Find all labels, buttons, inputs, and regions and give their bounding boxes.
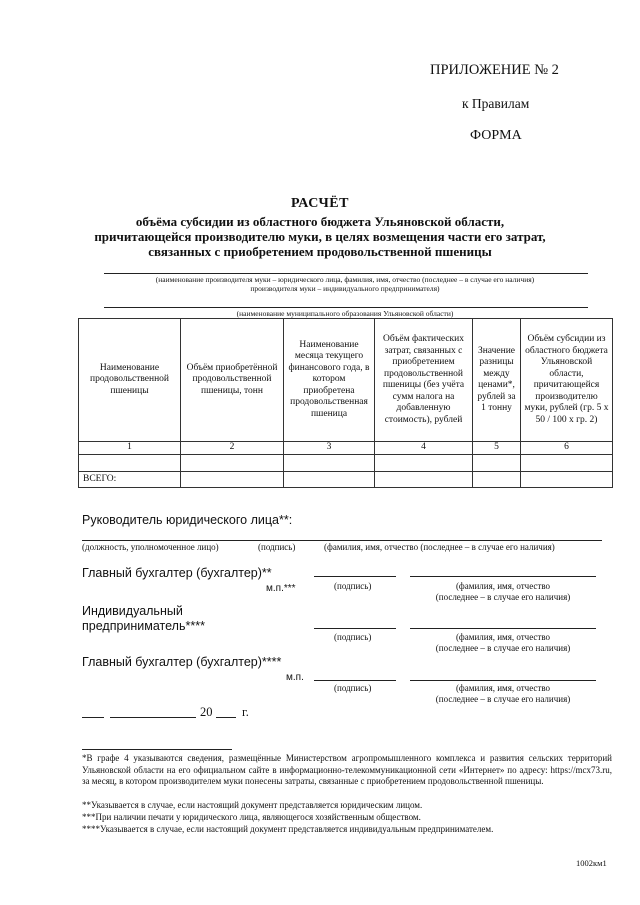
table-cell[interactable] [473, 455, 521, 472]
fio-caption: (последнее – в случае его наличия) [435, 643, 571, 653]
col-header-subsidy: Объём субсидии из областного бюджета Ульяновской области, причитающейся производителю муки, рублей (гр. 5 х 50 / 100 х гр. 2) [521, 319, 613, 442]
footnote-4: ****Указывается в случае, если настоящий документ представляется индивидуальным предпринимателем. [82, 824, 494, 834]
producer-caption-2: производителя муки – индивидуального предпринимателя) [250, 284, 440, 293]
fio-line[interactable] [410, 680, 596, 681]
fio-caption: (последнее – в случае его наличия) [435, 694, 571, 704]
col-header-month: Наименование месяца текущего финансового года, в котором приобретена продовольственная пшеница [284, 319, 375, 442]
table-cell[interactable] [521, 472, 613, 488]
date-year-prefix: 20 [200, 705, 213, 719]
column-number-row [79, 442, 613, 455]
fio-line[interactable] [410, 628, 596, 629]
total-row [79, 472, 613, 488]
total-label: ВСЕГО: [79, 472, 181, 488]
signature-line[interactable] [314, 576, 396, 577]
producer-caption-1: (наименование производителя муки – юридического лица, фамилия, имя, отчество (последнее – в случае его наличия) [155, 275, 535, 284]
signature-caption: (подпись) [258, 542, 296, 552]
table-row [79, 455, 613, 472]
column-number: 6 [521, 442, 613, 455]
footnote-3: ***При наличии печати у юридического лица, являющегося хозяйственным обществом. [82, 812, 421, 822]
title-line-3: связанных с приобретением продовольственной пшеницы [148, 244, 492, 259]
signature-line[interactable] [314, 680, 396, 681]
chief-accountant-label: Главный бухгалтер (бухгалтер)** [82, 566, 272, 580]
stamp-label: м.п. [286, 672, 304, 683]
col-header-wheat-volume: Объём приобретённой продовольственной пшеницы, тонн [181, 319, 284, 442]
appendix-heading: ПРИЛОЖЕНИЕ № 2 [430, 62, 559, 78]
page-code: 1002км1 [576, 858, 607, 868]
municipality-caption: (наименование муниципального образования Ульяновской области) [236, 309, 454, 318]
table-cell[interactable] [375, 472, 473, 488]
signature-line[interactable] [314, 628, 396, 629]
footnote-1: *В графе 4 указываются сведения, размещённые Министерством агропромышленного комплекса и развития сельских территорий Ульяновской области на его официальном сайте в информационно-телекоммуникационной сети «Интернет» по адресу: https://mcx73.ru, за месяц, в котором производителем муки понесены затраты, связанные с приобретением продовольственной пшеницы. [82, 753, 612, 786]
column-number: 4 [375, 442, 473, 455]
col-header-wheat-name: Наименование продовольственной пшеницы [79, 319, 181, 442]
date-year-line[interactable] [216, 717, 236, 718]
municipality-line [104, 307, 588, 308]
form-heading: ФОРМА [470, 128, 522, 143]
entrepreneur-label-2: предприниматель**** [82, 619, 205, 633]
table-header-row [79, 319, 613, 442]
signature-caption: (подпись) [334, 632, 372, 642]
head-signature-line[interactable] [82, 540, 602, 541]
signature-caption: (подпись) [334, 683, 372, 693]
date-suffix: г. [242, 705, 249, 719]
chief-accountant-label-2: Главный бухгалтер (бухгалтер)**** [82, 655, 282, 669]
date-month-line[interactable] [110, 717, 196, 718]
title-line-2: причитающейся производителю муки, в целях возмещения части его затрат, [94, 229, 546, 244]
position-caption: (должность, уполномоченное лицо) [82, 542, 219, 552]
column-number: 2 [181, 442, 284, 455]
calculation-table [78, 318, 613, 488]
fio-caption: (фамилия, имя, отчество [455, 632, 551, 642]
fio-caption: (последнее – в случае его наличия) [435, 592, 571, 602]
to-rules-heading: к Правилам [462, 96, 530, 111]
column-number: 1 [79, 442, 181, 455]
table-cell[interactable] [473, 472, 521, 488]
table-cell[interactable] [284, 455, 375, 472]
date-day-line[interactable] [82, 717, 104, 718]
signature-caption: (подпись) [334, 581, 372, 591]
entrepreneur-label-1: Индивидуальный [82, 604, 183, 618]
producer-name-line [104, 273, 588, 274]
fio-caption: (фамилия, имя, отчество (последнее – в случае его наличия) [324, 542, 555, 552]
stamp-label: м.п.*** [266, 583, 296, 594]
table-cell[interactable] [521, 455, 613, 472]
fio-caption: (фамилия, имя, отчество [455, 581, 551, 591]
table-cell[interactable] [284, 472, 375, 488]
table-cell[interactable] [375, 455, 473, 472]
fio-line[interactable] [410, 576, 596, 577]
footnote-divider [82, 749, 232, 750]
table-cell[interactable] [79, 455, 181, 472]
fio-caption: (фамилия, имя, отчество [455, 683, 551, 693]
col-header-costs: Объём фактических затрат, связанных с приобретением продовольственной пшеницы (без учёта сумм налога на добавленную стоимость), рублей [375, 319, 473, 442]
head-of-entity-label: Руководитель юридического лица**: [82, 513, 293, 527]
title-line-1: объёма субсидии из областного бюджета Ульяновской области, [135, 214, 505, 229]
footnote-2: **Указывается в случае, если настоящий документ представляется юридическим лицом. [82, 800, 423, 810]
column-number: 3 [284, 442, 375, 455]
document-title: РАСЧЁТ [291, 196, 349, 211]
column-number: 5 [473, 442, 521, 455]
table-cell[interactable] [181, 455, 284, 472]
table-cell[interactable] [181, 472, 284, 488]
col-header-price-diff: Значение разницы между ценами*, рублей за 1 тонну [473, 319, 521, 442]
